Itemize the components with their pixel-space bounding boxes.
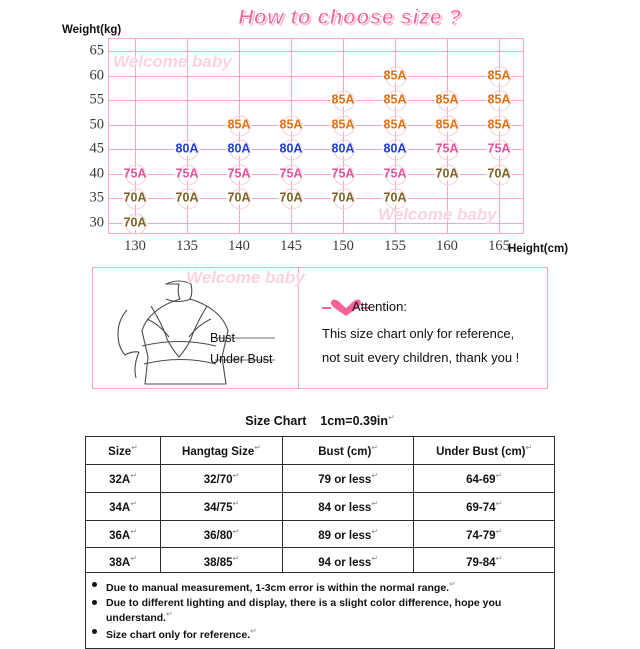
gridline-horizontal: [109, 149, 523, 150]
watermark: Welcome baby: [113, 52, 232, 71]
data-point-70a: 70A: [279, 190, 303, 205]
y-axis-tick: 40: [89, 165, 104, 182]
x-axis-tick: 145: [280, 238, 302, 254]
data-point-85a: 85A: [383, 68, 407, 83]
table-cell: 34A↵: [86, 492, 161, 520]
x-axis-tick: 130: [124, 238, 146, 254]
data-point-75a: 75A: [123, 166, 147, 181]
x-axis-tick: 150: [332, 238, 354, 254]
table-cell: 79 or less↵: [282, 464, 413, 492]
size-chart-caption: Size Chart 1cm=0.39in↵: [86, 407, 555, 437]
table-cell: 89 or less↵: [282, 520, 413, 548]
data-point-80a: 80A: [175, 141, 199, 156]
gridline-horizontal: [109, 100, 523, 101]
data-point-75a: 75A: [227, 166, 251, 181]
plot-area: [89, 38, 524, 254]
data-point-85a: 85A: [279, 117, 303, 132]
x-axis-tick: 135: [176, 238, 198, 254]
data-point-70a: 70A: [123, 215, 147, 230]
data-point-70a: 70A: [487, 166, 511, 181]
data-point-85a: 85A: [383, 92, 407, 107]
table-cell: 34/75↵: [161, 492, 283, 520]
data-point-75a: 75A: [331, 166, 355, 181]
table-cell: 84 or less↵: [282, 492, 413, 520]
table-cell: 32/70↵: [161, 464, 283, 492]
table-row: [86, 464, 555, 492]
data-point-70a: 70A: [383, 190, 407, 205]
table-cell: 36/80↵: [161, 520, 283, 548]
x-axis-tick: 160: [436, 238, 458, 254]
data-point-70a: 70A: [435, 166, 459, 181]
data-point-85a: 85A: [435, 117, 459, 132]
under-bust-label: Under Bust: [210, 352, 273, 366]
gridline-horizontal: [109, 51, 523, 52]
y-axis-tick: 55: [89, 91, 104, 108]
table-cell: 74-79↵: [414, 520, 555, 548]
data-point-70a: 70A: [331, 190, 355, 205]
y-axis-tick: 60: [89, 67, 104, 84]
data-point-70a: 70A: [123, 190, 147, 205]
x-axis-tick: 155: [384, 238, 406, 254]
data-point-85a: 85A: [487, 68, 511, 83]
table-row: [86, 492, 555, 520]
table-cell: 69-74↵: [414, 492, 555, 520]
data-point-85a: 85A: [227, 117, 251, 132]
data-point-85a: 85A: [487, 117, 511, 132]
y-axis-tick: 35: [89, 189, 104, 206]
table-cell: 38/85↵: [161, 548, 283, 576]
table-header-row: [86, 437, 555, 465]
table-header-cell: Hangtag Size↵: [161, 437, 283, 465]
bullet-icon: [92, 582, 97, 587]
note-text: Due to manual measurement, 1-3cm error is within the normal range.↵: [106, 579, 456, 594]
data-point-70a: 70A: [175, 190, 199, 205]
gridline-horizontal: [109, 198, 523, 199]
data-point-80a: 80A: [383, 141, 407, 156]
bullet-icon: [92, 600, 97, 605]
data-point-85a: 85A: [331, 92, 355, 107]
bust-label: Bust: [210, 331, 236, 345]
data-point-75a: 75A: [175, 166, 199, 181]
attention-line-1: This size chart only for reference,: [322, 326, 515, 341]
y-axis-label: Weight(kg): [62, 24, 122, 36]
watermark: Welcome baby: [378, 205, 497, 224]
data-point-70a: 70A: [227, 190, 251, 205]
data-point-85a: 85A: [435, 92, 459, 107]
table-cell: 36A↵: [86, 520, 161, 548]
data-point-75a: 75A: [435, 141, 459, 156]
attention-line-2: not suit every children, thank you !: [322, 350, 520, 365]
x-axis-tick: 140: [228, 238, 250, 254]
data-point-80a: 80A: [331, 141, 355, 156]
data-point-80a: 80A: [227, 141, 251, 156]
table-header-cell: Under Bust (cm)↵: [414, 437, 555, 465]
gridline-horizontal: [109, 125, 523, 126]
x-axis-tick: 165: [488, 238, 510, 254]
table-header-cell: Size↵: [86, 437, 161, 465]
data-point-75a: 75A: [383, 166, 407, 181]
y-axis-tick: 45: [89, 140, 104, 157]
data-point-80a: 80A: [279, 141, 303, 156]
data-point-85a: 85A: [383, 117, 407, 132]
table-caption-row: [86, 407, 555, 437]
data-point-75a: 75A: [487, 141, 511, 156]
watermark: Welcome baby: [186, 268, 305, 287]
table-cell: 79-84↵: [414, 548, 555, 576]
table-cell: 94 or less↵: [282, 548, 413, 576]
table-cell: 32A↵: [86, 464, 161, 492]
size-chart-table: [85, 406, 555, 576]
page-title: How to choose size ?: [238, 6, 462, 29]
gridline-horizontal: [109, 223, 523, 224]
note-text: Size chart only for reference.↵: [106, 626, 257, 641]
table-header-cell: Bust (cm)↵: [282, 437, 413, 465]
notes-box: [85, 572, 555, 649]
note-item: [90, 578, 550, 596]
y-axis-tick: 65: [89, 42, 104, 59]
data-point-85a: 85A: [487, 92, 511, 107]
data-point-85a: 85A: [331, 117, 355, 132]
table-cell: 64-69↵: [414, 464, 555, 492]
bullet-icon: [92, 629, 97, 634]
y-axis-tick: 50: [89, 116, 104, 133]
gridline-horizontal: [109, 76, 523, 77]
gridline-horizontal: [109, 174, 523, 175]
x-axis-label: Height(cm): [508, 243, 569, 255]
size-chart-plot: [0, 18, 640, 268]
note-item: [90, 596, 550, 626]
table-cell: 38A↵: [86, 548, 161, 576]
attention-heading: Attention:: [352, 299, 407, 314]
note-text: Due to different lighting and display, there is a slight color difference, hope you understand.↵: [106, 597, 502, 624]
table-row: [86, 520, 555, 548]
y-axis-tick: 30: [89, 214, 104, 231]
data-point-75a: 75A: [279, 166, 303, 181]
